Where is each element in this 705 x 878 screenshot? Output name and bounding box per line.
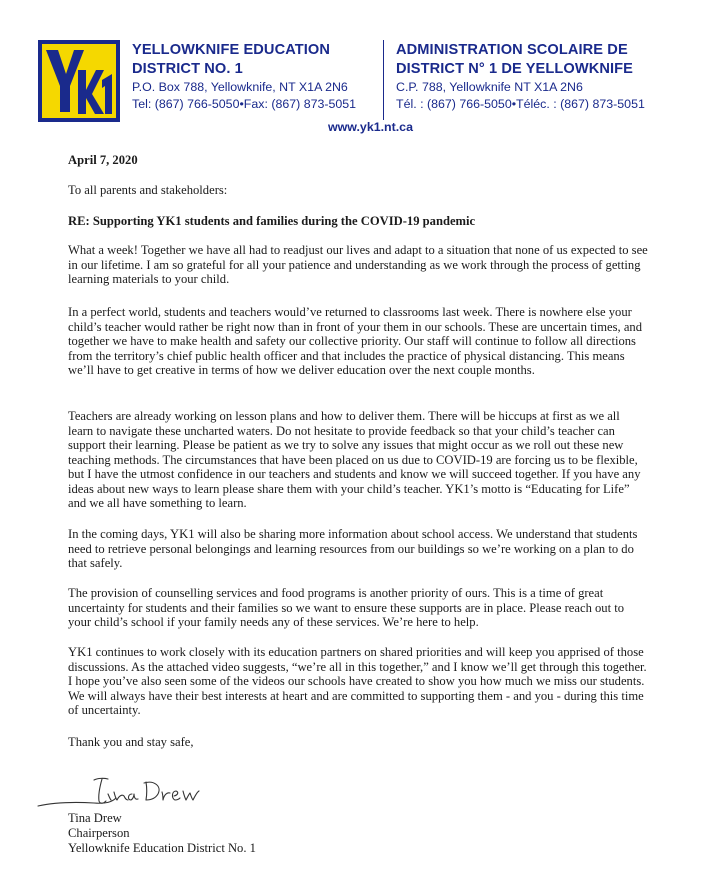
paragraph: YK1 continues to work closely with its education partners on shared priorities and will keep you apprised of those discussions. As the attached video suggests, “we’re all in this together,” and I know we’ll get through this together. I hope you’ve also seen some of the videos our schools have created to show you how much we miss our students. We will always have their best interests at heart and are committed to supporting them - and you - during this time of uncertainty. bbox=[68, 645, 647, 717]
contact-fr: Tél. : (867) 766-5050•Téléc. : (867) 873-5051 bbox=[396, 96, 645, 111]
contact-en: Tel: (867) 766-5050•Fax: (867) 873-5051 bbox=[132, 96, 357, 111]
letterhead-french bbox=[396, 41, 696, 112]
header-divider bbox=[383, 40, 384, 120]
website-link[interactable]: www.yk1.nt.ca bbox=[328, 120, 413, 134]
district-name-fr-line2: DISTRICT N° 1 DE YELLOWKNIFE bbox=[396, 61, 634, 77]
address-en: P.O. Box 788, Yellowknife, NT X1A 2N6 bbox=[132, 80, 348, 94]
signer-title: Chairperson bbox=[68, 826, 130, 840]
letter-date: April 7, 2020 bbox=[68, 153, 138, 167]
website bbox=[0, 120, 705, 134]
handwritten-signature bbox=[36, 772, 206, 812]
address-fr: C.P. 788, Yellowknife NT X1A 2N6 bbox=[396, 80, 583, 94]
signer-organization: Yellowknife Education District No. 1 bbox=[68, 841, 256, 855]
paragraph: In the coming days, YK1 will also be sharing more information about school access. We understand that students need to retrieve personal belongings and learning resources from our buildings so we’re working on a plan to do that safely. bbox=[68, 527, 638, 570]
paragraph: In a perfect world, students and teachers would’ve returned to classrooms last week. There is nowhere else your child’s teacher would rather be right now than in front of your them in our schools. These are uncertain times, and together we have to make health and safety our collective priority. Our staff will continue to follow all directions from the territory’s chief public health officer and that includes the practice of physical distancing. This means we’ll have to get creative in terms of how we deliver education over the next couple months. bbox=[68, 305, 643, 377]
closing: Thank you and stay safe, bbox=[68, 735, 194, 749]
signature-block bbox=[68, 811, 256, 856]
letterhead-english bbox=[132, 41, 372, 112]
district-name-en-line2: DISTRICT NO. 1 bbox=[132, 61, 243, 77]
subject-line: RE: Supporting YK1 students and families during the COVID-19 pandemic bbox=[68, 214, 476, 228]
yk1-logo bbox=[38, 40, 120, 122]
paragraph: Teachers are already working on lesson plans and how to deliver them. There will be hiccups at first as we all learn to navigate these uncharted waters. Do not hesitate to provide feedback so that your child’s teacher can support their learning. Please be patient as we try to solve any issues that might occur as we roll out these new teaching methods. The circumstances that have been placed on us due to COVID-19 are forcing us to be flexible, but I have the utmost confidence in our teachers and students and know we will succeed together. If you have any ideas about new ways to learn please share them with your child’s teacher. YK1’s motto is “Educating for Life” and we all have something to learn. bbox=[68, 409, 641, 510]
salutation: To all parents and stakeholders: bbox=[68, 183, 228, 197]
district-name-en-line1: YELLOWKNIFE EDUCATION bbox=[132, 42, 331, 58]
paragraph: What a week! Together we have all had to readjust our lives and adapt to a situation that none of us expected to see in our lifetime. I am so grateful for all your patience and understanding as we work through the process of getting learning materials to your child. bbox=[68, 243, 648, 286]
district-name-fr-line1: ADMINISTRATION SCOLAIRE DE bbox=[396, 42, 628, 58]
paragraph: The provision of counselling services and food programs is another priority of ours. This is a time of great uncertainty for students and their families so we want to ensure these supports are in place. Please reach out to your child’s school if your family needs any of these services. We’re here to help. bbox=[68, 586, 625, 629]
signer-name: Tina Drew bbox=[68, 811, 122, 825]
